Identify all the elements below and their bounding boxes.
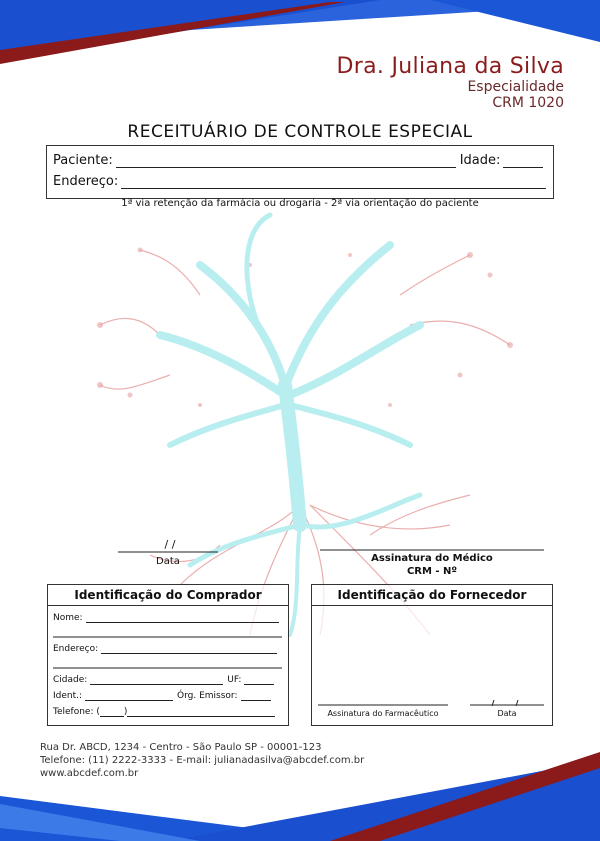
buyer-phone-label: Telefone: ( [53, 707, 100, 717]
buyer-phone-area-input[interactable] [100, 707, 124, 717]
footer [40, 741, 364, 780]
patient-box [46, 145, 554, 199]
buyer-uf-input[interactable] [244, 675, 274, 685]
buyer-address-input[interactable] [101, 644, 277, 654]
buyer-address-label: Endereço: [53, 644, 99, 654]
buyer-address-line2[interactable] [53, 663, 282, 669]
via-note: 1ª via retenção da farmácia ou drogaria - 2ª via orientação do paciente [121, 198, 479, 209]
buyer-name-line2[interactable] [53, 632, 282, 638]
buyer-name-input[interactable] [86, 613, 279, 623]
footer-address: Rua Dr. ABCD, 1234 - Centro - São Paulo SP - 00001-123 [40, 742, 322, 753]
buyer-name-row [53, 613, 279, 623]
doctor-header [337, 54, 564, 111]
signature-line[interactable] [320, 542, 544, 552]
age-input-line[interactable] [503, 154, 543, 168]
buyer-box [47, 584, 289, 726]
buyer-uf-label: UF: [227, 675, 242, 685]
buyer-phone-row [53, 707, 275, 717]
doctor-specialty: Especialidade [467, 79, 564, 95]
supplier-header: Identificação do Fornecedor [312, 585, 552, 606]
supplier-date-line[interactable] [470, 700, 544, 706]
doctor-signature-label: Assinatura do Médico [371, 553, 493, 564]
buyer-city-label: Cidade: [53, 675, 88, 685]
buyer-address-row [53, 644, 277, 654]
buyer-ident-label: Ident.: [53, 691, 83, 701]
address-row [53, 174, 546, 189]
date-slashes: / / [164, 538, 176, 551]
document-title: RECEITUÁRIO DE CONTROLE ESPECIAL [127, 122, 473, 142]
doctor-crm-label: CRM - Nº [406, 566, 458, 577]
buyer-ident-row [53, 691, 271, 701]
doctor-crm: CRM 1020 [492, 95, 564, 111]
buyer-city-row [53, 675, 274, 685]
buyer-phone-input[interactable] [127, 707, 275, 717]
footer-website[interactable]: www.abcdef.com.br [40, 768, 139, 779]
buyer-phone-close: ) [123, 707, 128, 717]
patient-input-line[interactable] [116, 154, 456, 168]
pharmacist-signature-line[interactable] [318, 700, 448, 706]
buyer-issuer-label: Órg. Emissor: [177, 691, 238, 701]
footer-contact: Telefone: (11) 2222-3333 - E-mail: julianadasilva@abcdef.com.br [40, 755, 365, 766]
buyer-ident-input[interactable] [85, 691, 173, 701]
doctor-name: Dra. Juliana da Silva [336, 54, 564, 79]
buyer-name-label: Nome: [53, 613, 83, 623]
patient-row [53, 153, 543, 168]
pharmacist-signature-label: Assinatura do Farmacêutico [327, 709, 439, 718]
address-input-line[interactable] [121, 175, 546, 189]
patient-label: Paciente: [53, 153, 113, 168]
buyer-header: Identificação do Comprador [48, 585, 288, 606]
tree-watermark [70, 205, 530, 645]
supplier-box [311, 584, 553, 726]
supplier-date-label: Data [497, 709, 517, 718]
address-label: Endereço: [53, 174, 119, 189]
buyer-city-input[interactable] [90, 675, 223, 685]
date-label: Data [156, 556, 180, 567]
buyer-issuer-input[interactable] [241, 691, 271, 701]
age-label: Idade: [459, 153, 501, 168]
